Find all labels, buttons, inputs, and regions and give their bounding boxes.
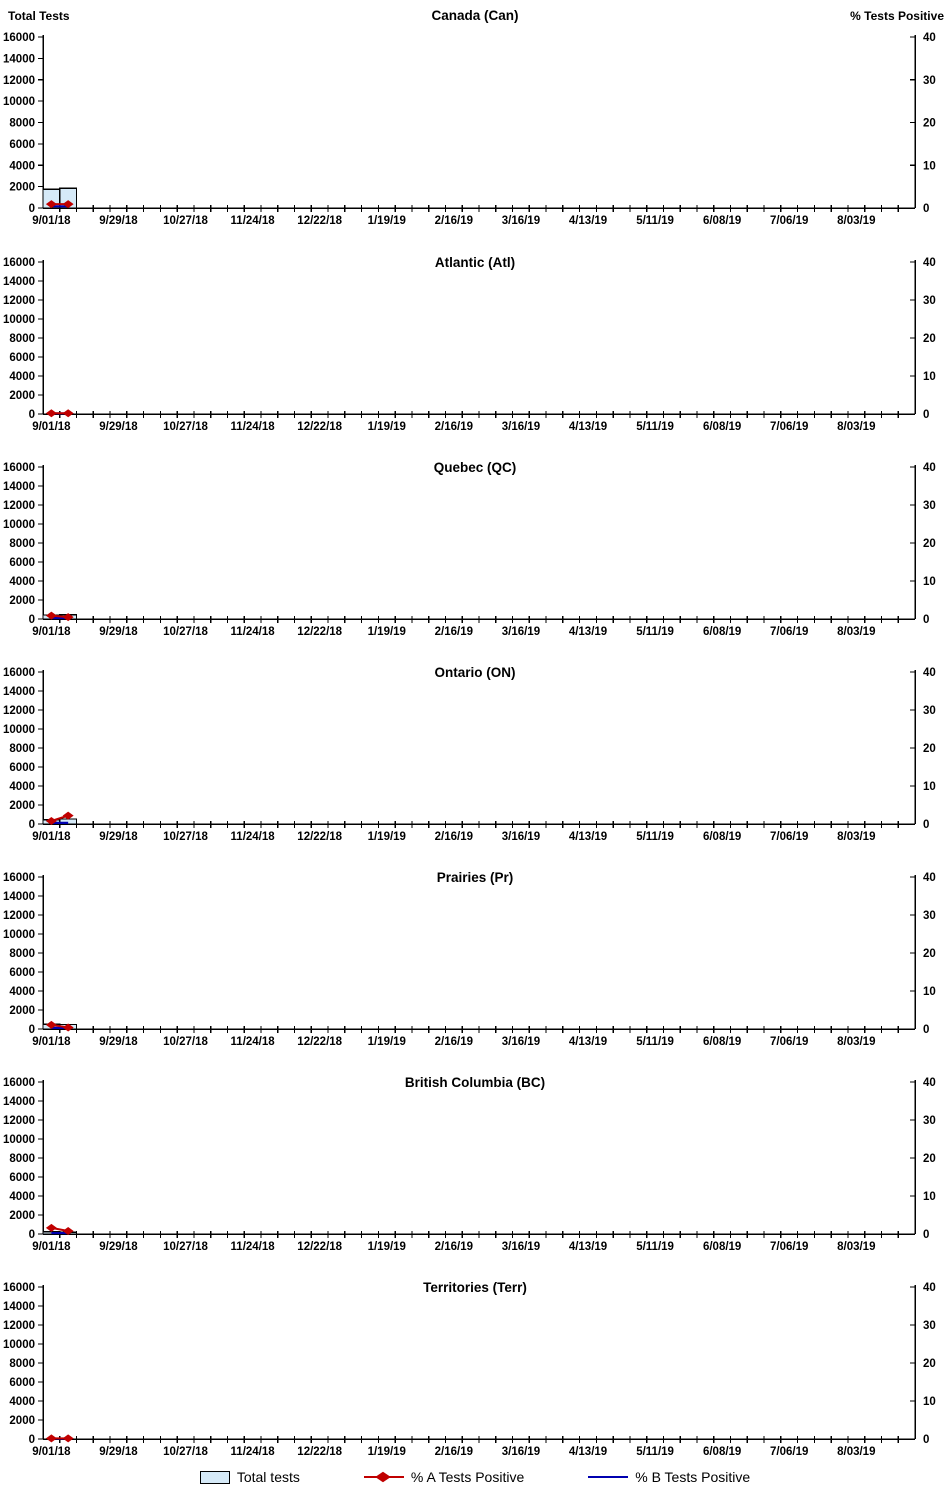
y-left-tick-label: 8000: [9, 333, 35, 345]
x-tick-label: 2/16/19: [434, 1241, 474, 1253]
legend-label-total-tests: Total tests: [236, 1469, 300, 1485]
x-tick-label: 4/13/19: [568, 626, 608, 638]
marker-diamond-pct-a: [46, 1434, 57, 1442]
y-left-tick-label: 14000: [3, 891, 35, 903]
y-right-tick-label: 30: [923, 1320, 936, 1332]
x-tick-label: 5/11/19: [636, 1241, 674, 1253]
x-tick-label: 8/03/19: [837, 1446, 876, 1456]
marker-diamond-pct-a: [63, 1434, 74, 1442]
x-tick-label: 12/22/18: [297, 421, 343, 433]
x-tick-label: 5/11/19: [636, 215, 674, 227]
x-tick-label: 10/27/18: [163, 421, 208, 433]
x-tick-label: 6/08/19: [702, 1241, 742, 1253]
y-left-tick-label: 12000: [3, 705, 35, 717]
y-left-tick-label: 4000: [9, 160, 35, 173]
legend-label-pct-b: % B Tests Positive: [635, 1469, 751, 1485]
y-left-tick-label: 2000: [9, 181, 35, 194]
y-right-tick-label: 20: [923, 538, 936, 550]
chart-panel-ontario: [3, 665, 936, 843]
x-tick-label: 12/22/18: [297, 831, 343, 843]
y-left-tick-label: 0: [28, 1229, 35, 1241]
pct-a-line-icon: [364, 1470, 404, 1484]
y-left-tick-label: 14000: [3, 1096, 35, 1108]
x-tick-label: 9/29/18: [99, 831, 138, 843]
x-tick-label: 6/08/19: [702, 831, 742, 843]
y-left-tick-label: 4000: [9, 781, 35, 793]
x-tick-label: 7/06/19: [770, 1446, 809, 1456]
y-left-tick-label: 8000: [9, 1153, 35, 1165]
x-tick-label: 4/13/19: [568, 215, 608, 227]
chart-panel-prairies: [3, 870, 936, 1048]
y-left-tick-label: 10000: [3, 1134, 35, 1146]
y-left-tick-label: 2000: [9, 1415, 35, 1427]
chart-panel-british-columbia: [3, 1075, 936, 1253]
y-right-tick-label: 20: [923, 333, 936, 345]
x-tick-label: 1/19/19: [367, 215, 406, 227]
x-tick-label: 4/13/19: [568, 1446, 608, 1456]
x-tick-label: 11/24/18: [230, 1241, 275, 1253]
x-tick-label: 4/13/19: [568, 1036, 608, 1048]
y-right-tick-label: 10: [923, 1191, 936, 1203]
x-tick-label: 9/29/18: [99, 1446, 138, 1456]
x-tick-label: 5/11/19: [636, 1446, 674, 1456]
y-right-tick-label: 20: [923, 117, 936, 130]
x-tick-label: 12/22/18: [297, 626, 343, 638]
x-tick-label: 6/08/19: [702, 421, 742, 433]
x-tick-label: 5/11/19: [636, 421, 674, 433]
chart-title: Territories (Terr): [423, 1280, 527, 1295]
y-right-tick-label: 10: [923, 576, 936, 588]
x-tick-label: 7/06/19: [770, 1241, 809, 1253]
y-left-tick-label: 10000: [3, 96, 35, 109]
y-left-tick-label: 12000: [3, 1115, 35, 1127]
y-left-tick-label: 0: [28, 1434, 35, 1446]
y-left-tick-label: 0: [28, 203, 35, 215]
y-right-tick-label: 40: [923, 1077, 936, 1089]
x-tick-label: 9/29/18: [99, 1241, 138, 1253]
x-tick-label: 1/19/19: [367, 626, 406, 638]
y-left-tick-label: 8000: [9, 743, 35, 755]
y-left-tick-label: 0: [28, 819, 35, 831]
x-tick-label: 3/16/19: [501, 215, 541, 227]
x-tick-label: 7/06/19: [770, 831, 809, 843]
x-tick-label: 3/16/19: [501, 1241, 541, 1253]
x-tick-label: 10/27/18: [163, 1036, 208, 1048]
x-tick-label: 3/16/19: [501, 1036, 541, 1048]
x-tick-label: 1/19/19: [367, 1241, 406, 1253]
y-right-tick-label: 0: [923, 409, 930, 421]
y-left-tick-label: 2000: [9, 800, 35, 812]
y-left-tick-label: 2000: [9, 1210, 35, 1222]
x-tick-label: 2/16/19: [434, 421, 474, 433]
y-right-tick-label: 30: [923, 500, 936, 512]
y-right-tick-label: 30: [923, 910, 936, 922]
x-tick-label: 3/16/19: [501, 421, 541, 433]
y-right-tick-label: 20: [923, 1358, 936, 1370]
x-tick-label: 5/11/19: [636, 831, 674, 843]
y-left-tick-label: 4000: [9, 576, 35, 588]
y-right-tick-label: 10: [923, 160, 936, 173]
legend-item-total-tests: [200, 1469, 300, 1485]
x-tick-label: 8/03/19: [837, 1241, 876, 1253]
y-right-tick-label: 30: [923, 295, 936, 307]
x-tick-label: 7/06/19: [770, 215, 809, 227]
x-tick-label: 12/22/18: [297, 1036, 343, 1048]
chart-panel-canada: [3, 8, 944, 227]
x-tick-label: 10/27/18: [163, 1446, 208, 1456]
x-tick-label: 9/29/18: [99, 215, 138, 227]
x-tick-label: 9/29/18: [99, 1036, 138, 1048]
y-right-tick-label: 40: [923, 462, 936, 474]
x-tick-label: 10/27/18: [163, 215, 208, 227]
y-left-tick-label: 0: [28, 1024, 35, 1036]
y-left-tick-label: 16000: [3, 667, 35, 679]
x-tick-label: 9/01/18: [32, 626, 71, 638]
y-right-tick-label: 10: [923, 986, 936, 998]
x-tick-label: 9/01/18: [32, 1036, 71, 1048]
y-right-tick-label: 20: [923, 743, 936, 755]
legend-label-pct-a: % A Tests Positive: [410, 1469, 525, 1485]
x-tick-label: 8/03/19: [837, 215, 876, 227]
x-tick-label: 2/16/19: [434, 1036, 474, 1048]
y-left-tick-label: 10000: [3, 314, 35, 326]
y-right-tick-label: 0: [923, 1024, 930, 1036]
y-left-tick-label: 16000: [3, 462, 35, 474]
y-left-tick-label: 12000: [3, 74, 35, 87]
right-axis-title: % Tests Positive: [850, 9, 944, 23]
y-left-tick-label: 14000: [3, 686, 35, 698]
y-right-tick-label: 20: [923, 948, 936, 960]
x-tick-label: 11/24/18: [230, 215, 275, 227]
x-tick-label: 2/16/19: [434, 831, 474, 843]
y-right-tick-label: 10: [923, 371, 936, 383]
chart-title: Quebec (QC): [433, 460, 517, 475]
x-tick-label: 11/24/18: [230, 1446, 275, 1456]
x-tick-label: 1/19/19: [367, 1446, 406, 1456]
marker-diamond-pct-a: [46, 1224, 57, 1232]
y-left-tick-label: 0: [28, 409, 35, 421]
y-left-tick-label: 4000: [9, 986, 35, 998]
chart-title: Canada (Can): [431, 8, 519, 23]
y-left-tick-label: 14000: [3, 53, 35, 66]
x-tick-label: 1/19/19: [367, 1036, 406, 1048]
marker-diamond-pct-a: [63, 812, 74, 820]
x-tick-label: 11/24/18: [230, 1036, 275, 1048]
x-tick-label: 6/08/19: [702, 626, 742, 638]
legend-item-pct-b: [588, 1469, 750, 1485]
x-tick-label: 9/01/18: [32, 1241, 71, 1253]
chart-panel-territories: [3, 1280, 936, 1456]
x-tick-label: 9/01/18: [32, 215, 71, 227]
x-tick-label: 10/27/18: [163, 1241, 208, 1253]
y-left-tick-label: 8000: [9, 948, 35, 960]
y-left-tick-label: 12000: [3, 500, 35, 512]
x-tick-label: 7/06/19: [770, 626, 809, 638]
y-right-tick-label: 0: [923, 819, 930, 831]
y-left-tick-label: 6000: [9, 1377, 35, 1389]
y-left-tick-label: 8000: [9, 117, 35, 130]
y-left-tick-label: 4000: [9, 1191, 35, 1203]
chart-title: Ontario (ON): [434, 665, 516, 680]
y-left-tick-label: 10000: [3, 519, 35, 531]
pct-b-line-icon: [588, 1470, 628, 1484]
x-tick-label: 11/24/18: [230, 421, 275, 433]
chart-panel-atlantic: [3, 255, 936, 433]
x-tick-label: 7/06/19: [770, 1036, 809, 1048]
y-left-tick-label: 10000: [3, 1339, 35, 1351]
x-tick-label: 8/03/19: [837, 1036, 876, 1048]
y-left-tick-label: 8000: [9, 538, 35, 550]
x-tick-label: 12/22/18: [297, 215, 343, 227]
y-left-tick-label: 14000: [3, 481, 35, 493]
x-tick-label: 2/16/19: [434, 215, 474, 227]
y-right-tick-label: 20: [923, 1153, 936, 1165]
y-right-tick-label: 30: [923, 705, 936, 717]
y-right-tick-label: 40: [923, 257, 936, 269]
y-right-tick-label: 10: [923, 1396, 936, 1408]
x-tick-label: 2/16/19: [434, 1446, 474, 1456]
y-right-tick-label: 30: [923, 1115, 936, 1127]
x-tick-label: 8/03/19: [837, 626, 876, 638]
y-left-tick-label: 10000: [3, 724, 35, 736]
x-tick-label: 9/01/18: [32, 1446, 71, 1456]
x-tick-label: 5/11/19: [636, 1036, 674, 1048]
x-tick-label: 2/16/19: [434, 626, 474, 638]
y-left-tick-label: 12000: [3, 1320, 35, 1332]
y-right-tick-label: 10: [923, 781, 936, 793]
x-tick-label: 8/03/19: [837, 421, 876, 433]
x-tick-label: 4/13/19: [568, 831, 608, 843]
marker-diamond-pct-a: [46, 409, 57, 417]
x-tick-label: 3/16/19: [501, 626, 541, 638]
marker-diamond-pct-a: [63, 409, 74, 417]
y-left-tick-label: 16000: [3, 257, 35, 269]
x-tick-label: 11/24/18: [230, 626, 275, 638]
y-left-tick-label: 4000: [9, 1396, 35, 1408]
x-tick-label: 9/29/18: [99, 626, 138, 638]
y-left-tick-label: 10000: [3, 929, 35, 941]
x-tick-label: 9/01/18: [32, 421, 71, 433]
chart-title: British Columbia (BC): [404, 1075, 546, 1090]
x-tick-label: 3/16/19: [501, 831, 541, 843]
legend-item-pct-a: [364, 1469, 524, 1485]
x-tick-label: 4/13/19: [568, 421, 608, 433]
y-right-tick-label: 0: [923, 1229, 930, 1241]
y-left-tick-label: 2000: [9, 1005, 35, 1017]
x-tick-label: 6/08/19: [702, 215, 742, 227]
y-left-tick-label: 6000: [9, 1172, 35, 1184]
y-left-tick-label: 6000: [9, 967, 35, 979]
y-right-tick-label: 40: [923, 1282, 936, 1294]
x-tick-label: 9/29/18: [99, 421, 138, 433]
y-left-tick-label: 14000: [3, 276, 35, 288]
x-tick-label: 3/16/19: [501, 1446, 541, 1456]
x-tick-label: 12/22/18: [297, 1241, 343, 1253]
y-right-tick-label: 40: [923, 872, 936, 884]
y-left-tick-label: 12000: [3, 295, 35, 307]
y-left-tick-label: 0: [28, 614, 35, 626]
y-left-tick-label: 4000: [9, 371, 35, 383]
total-tests-swatch-icon: [200, 1471, 230, 1484]
x-tick-label: 10/27/18: [163, 626, 208, 638]
y-left-tick-label: 2000: [9, 390, 35, 402]
x-tick-label: 9/01/18: [32, 831, 71, 843]
x-tick-label: 8/03/19: [837, 831, 876, 843]
left-axis-title: Total Tests: [8, 9, 70, 23]
y-left-tick-label: 12000: [3, 910, 35, 922]
x-tick-label: 6/08/19: [702, 1446, 742, 1456]
x-tick-label: 4/13/19: [568, 1241, 608, 1253]
x-tick-label: 10/27/18: [163, 831, 208, 843]
chart-panel-quebec: [3, 460, 936, 638]
y-right-tick-label: 0: [923, 1434, 930, 1446]
y-left-tick-label: 14000: [3, 1301, 35, 1313]
y-left-tick-label: 16000: [3, 1077, 35, 1089]
x-tick-label: 1/19/19: [367, 831, 406, 843]
y-left-tick-label: 16000: [3, 872, 35, 884]
y-left-tick-label: 6000: [9, 762, 35, 774]
y-right-tick-label: 0: [923, 203, 930, 215]
y-right-tick-label: 40: [923, 667, 936, 679]
x-tick-label: 5/11/19: [636, 626, 674, 638]
y-left-tick-label: 16000: [3, 32, 35, 44]
x-tick-label: 11/24/18: [230, 831, 275, 843]
y-left-tick-label: 8000: [9, 1358, 35, 1370]
y-left-tick-label: 2000: [9, 595, 35, 607]
y-left-tick-label: 6000: [9, 557, 35, 569]
y-right-tick-label: 30: [923, 74, 936, 87]
legend: [0, 1462, 950, 1492]
x-tick-label: 7/06/19: [770, 421, 809, 433]
x-tick-label: 6/08/19: [702, 1036, 742, 1048]
y-left-tick-label: 6000: [9, 352, 35, 364]
x-tick-label: 1/19/19: [367, 421, 406, 433]
chart-title: Prairies (Pr): [436, 870, 514, 885]
y-right-tick-label: 0: [923, 614, 930, 626]
y-left-tick-label: 16000: [3, 1282, 35, 1294]
y-left-tick-label: 6000: [9, 138, 35, 151]
chart-title: Atlantic (Atl): [434, 255, 516, 270]
x-tick-label: 12/22/18: [297, 1446, 343, 1456]
y-right-tick-label: 40: [923, 32, 936, 44]
